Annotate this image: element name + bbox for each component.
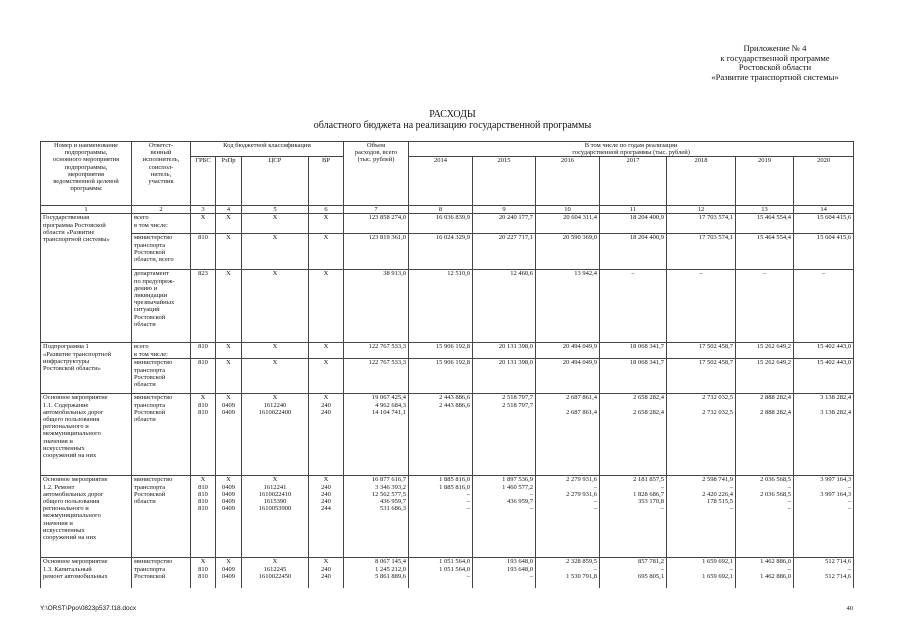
year-cell: 18 068 341,7 xyxy=(600,343,667,359)
table-row xyxy=(41,343,854,359)
vr-cell: X xyxy=(309,343,344,359)
csr-cell: X 1612240 1610022400 xyxy=(242,394,309,476)
total-cell: 123 819 361,0 xyxy=(344,234,409,270)
vr-cell: X xyxy=(309,234,344,270)
rzpr-cell: X 0409 0409 xyxy=(216,394,242,476)
csr-cell: X 1612241 1610022410 1615390 1610053900 xyxy=(242,476,309,558)
subprogram-name: Подпрограмма 1 «Развитие транспортной инфраструктуры Ростовской области» xyxy=(41,343,132,394)
year-cell: 2 598 741,9 – 2 420 226,4 178 515,5 – xyxy=(667,476,736,558)
year-cell: 20 131 398,0 xyxy=(473,343,536,359)
total-cell: 16 877 616,7 3 346 393,2 12 562 577,5 436 959,7 531 686,3 xyxy=(344,476,409,558)
column-number-row xyxy=(41,206,854,214)
executor-cell: министерство транспорта Ростовской области xyxy=(132,394,191,476)
year-cell: 20 590 369,0 xyxy=(536,234,600,270)
year-cell: 2 279 931,6 – 2 279 931,6 – – xyxy=(536,476,600,558)
year-cell: 15 262 649,2 xyxy=(736,359,794,394)
year-cell: 857 781,2 – 695 805,1 xyxy=(600,558,667,588)
header-name: Номер и наименование подпрограммы, основного мероприятия подпрограммы, мероприятия ведомственной целевой программы xyxy=(41,142,132,206)
header-years-group: В том числе по годам реализации государственной программы (тыс. рублей) xyxy=(409,142,854,157)
executor-cell: министерство транспорта Ростовской xyxy=(132,558,191,588)
column-number: 6 xyxy=(309,206,344,214)
grbs-cell: X 810 810 xyxy=(191,558,216,588)
column-number: 4 xyxy=(216,206,242,214)
year-cell: 2 888 282,4 2 888 282,4 xyxy=(736,394,794,476)
column-number: 7 xyxy=(344,206,409,214)
header-year: 2020 xyxy=(794,157,854,206)
year-cell: 15 464 554,4 xyxy=(736,214,794,234)
vr-cell: X 240 240 xyxy=(309,394,344,476)
year-cell: 17 502 458,7 xyxy=(667,359,736,394)
csr-cell: X xyxy=(242,234,309,270)
year-cell: – xyxy=(794,270,854,343)
year-cell: 1 897 536,9 1 460 577,2 – 436 959,7 – xyxy=(473,476,536,558)
year-cell: 2 518 797,7 2 518 797,7 xyxy=(473,394,536,476)
year-cell: 20 494 049,9 xyxy=(536,359,600,394)
year-cell: – xyxy=(600,270,667,343)
executor-cell: департамент по предупреж- дению и ликвидации чрезвычайных ситуаций Ростовской области xyxy=(132,270,191,343)
grbs-cell: 823 xyxy=(191,270,216,343)
column-number: 9 xyxy=(473,206,536,214)
year-cell: 15 402 443,0 xyxy=(794,359,854,394)
rzpr-cell: X xyxy=(216,234,242,270)
grbs-cell: X 810 810 810 810 xyxy=(191,476,216,558)
year-cell: 1 885 816,0 1 885 816,0 – – – xyxy=(409,476,473,558)
column-number: 3 xyxy=(191,206,216,214)
executor-cell: министерство транспорта Ростовской области xyxy=(132,359,191,394)
year-cell: 1 659 692,1 – 1 659 692,1 xyxy=(667,558,736,588)
document-subtitle: областного бюджета на реализацию государственной программы xyxy=(313,120,592,131)
year-cell: 3 997 164,3 – 3 997 164,3 – – xyxy=(794,476,854,558)
grbs-cell: 810 xyxy=(191,359,216,394)
grbs-cell: 810 xyxy=(191,343,216,359)
year-cell: 17 703 574,1 xyxy=(667,214,736,234)
year-cell: 20 604 311,4 xyxy=(536,214,600,234)
rzpr-cell: X xyxy=(216,343,242,359)
year-cell: 20 240 177,7 xyxy=(473,214,536,234)
header-year: 2018 xyxy=(667,157,736,206)
total-cell: 122 767 533,3 xyxy=(344,359,409,394)
year-cell: 3 138 282,4 3 138 282,4 xyxy=(794,394,854,476)
header-total: Объем расходов, всего (тыс. рублей) xyxy=(344,142,409,206)
header-vr: ВР xyxy=(309,157,344,206)
activity-name: Основное мероприятие 1.3. Капитальный ремонт автомобильных xyxy=(41,558,132,588)
year-cell: 1 462 886,0 – 1 462 886,0 xyxy=(736,558,794,588)
header-year: 2017 xyxy=(600,157,667,206)
table-row xyxy=(41,394,854,476)
file-path-footer: Y:\ORST\Ppo\0823p537.f18.docx xyxy=(40,605,137,612)
executor-cell: министерство транспорта Ростовской области xyxy=(132,476,191,558)
year-cell: 15 604 415,6 xyxy=(794,234,854,270)
rzpr-cell: X xyxy=(216,359,242,394)
year-cell: 2 036 568,5 – 2 036 568,5 – – xyxy=(736,476,794,558)
csr-cell: X xyxy=(242,343,309,359)
year-cell: – xyxy=(736,270,794,343)
header-year: 2019 xyxy=(736,157,794,206)
total-cell: 123 858 274,0 xyxy=(344,214,409,234)
column-number: 12 xyxy=(667,206,736,214)
column-number: 14 xyxy=(794,206,854,214)
csr-cell: X xyxy=(242,270,309,343)
year-cell: 20 494 049,9 xyxy=(536,343,600,359)
header-budget-codes: Код бюджетной классификации xyxy=(191,142,344,157)
header-csr: ЦСР xyxy=(242,157,309,206)
column-number: 10 xyxy=(536,206,600,214)
header-executor: Ответст- венный исполнитель, соиспол- нитель, участник xyxy=(132,142,191,206)
column-number: 1 xyxy=(41,206,132,214)
year-cell: 15 464 554,4 xyxy=(736,234,794,270)
total-cell: 19 067 425,4 4 962 684,3 14 104 741,1 xyxy=(344,394,409,476)
year-cell: 18 068 341,7 xyxy=(600,359,667,394)
year-cell: 12 460,6 xyxy=(473,270,536,343)
page-number: 40 xyxy=(846,605,853,612)
vr-cell: X 240 240 240 244 xyxy=(309,476,344,558)
year-cell: 512 714,6 – 512 714,6 xyxy=(794,558,854,588)
rzpr-cell: X xyxy=(216,270,242,343)
executor-cell: министерство транспорта Ростовской области, всего xyxy=(132,234,191,270)
appendix-line: Приложение № 4 xyxy=(743,43,807,53)
year-cell: 17 502 458,7 xyxy=(667,343,736,359)
year-cell: 18 204 400,9 xyxy=(600,234,667,270)
year-cell: 2 658 282,4 2 658 282,4 xyxy=(600,394,667,476)
executor-cell: всего в том числе: xyxy=(132,343,191,359)
appendix-note xyxy=(660,44,890,82)
column-number: 8 xyxy=(409,206,473,214)
year-cell: 2 443 886,6 2 443 886,6 xyxy=(409,394,473,476)
document-title: РАСХОДЫ xyxy=(429,109,476,120)
rzpr-cell: X xyxy=(216,214,242,234)
year-cell: 15 906 192,8 xyxy=(409,343,473,359)
executor-cell: всего в том числе: xyxy=(132,214,191,234)
column-number: 2 xyxy=(132,206,191,214)
appendix-line: к государственной программе xyxy=(720,52,830,63)
table-row xyxy=(41,558,854,588)
year-cell: 15 906 192,8 xyxy=(409,359,473,394)
year-cell: 12 510,0 xyxy=(409,270,473,343)
header-year: 2014 xyxy=(409,157,473,206)
year-cell: 20 131 398,0 xyxy=(473,359,536,394)
year-cell: 2 687 861,4 2 687 861,4 xyxy=(536,394,600,476)
program-name: Государственная программа Ростовской области «Развитие транспортной системы» xyxy=(41,214,132,343)
year-cell: 16 024 329,9 xyxy=(409,234,473,270)
year-cell: 17 703 574,1 xyxy=(667,234,736,270)
year-cell: 1 051 564,0 1 051 564,0 – xyxy=(409,558,473,588)
table-row xyxy=(41,214,854,234)
budget-table xyxy=(40,141,854,588)
header-grbs: ГРБС xyxy=(191,157,216,206)
year-cell: 16 036 839,9 xyxy=(409,214,473,234)
year-cell: – xyxy=(667,270,736,343)
year-cell: 193 648,0 193 648,0 – xyxy=(473,558,536,588)
table-row xyxy=(41,359,854,394)
year-cell: 18 204 400,9 xyxy=(600,214,667,234)
csr-cell: X xyxy=(242,359,309,394)
year-cell: 20 227 717,1 xyxy=(473,234,536,270)
csr-cell: X 1612245 1610022450 xyxy=(242,558,309,588)
appendix-line: «Развитие транспортной системы» xyxy=(711,71,839,82)
total-cell: 38 913,0 xyxy=(344,270,409,343)
table-row xyxy=(41,234,854,270)
vr-cell: X xyxy=(309,359,344,394)
year-cell: 2 328 859,5 – 1 530 791,8 xyxy=(536,558,600,588)
column-number: 11 xyxy=(600,206,667,214)
activity-name: Основное мероприятие 1.2. Ремонт автомобильных дорог общего пользования регионального и межмуниципального значения и искусственных сооружений на них xyxy=(41,476,132,558)
year-cell: 2 732 032,5 2 732 032,5 xyxy=(667,394,736,476)
csr-cell: X xyxy=(242,214,309,234)
table-row xyxy=(41,270,854,343)
year-cell: 2 181 857,5 – 1 828 686,7 353 170,8 – xyxy=(600,476,667,558)
year-cell: 15 262 649,2 xyxy=(736,343,794,359)
grbs-cell: X 810 810 xyxy=(191,394,216,476)
year-cell: 15 402 443,0 xyxy=(794,343,854,359)
activity-name: Основное мероприятие 1.1. Содержание автомобильных дорог общего пользования регионального и межмуниципального значения и искусственных сооружений на них xyxy=(41,394,132,476)
vr-cell: X xyxy=(309,270,344,343)
year-cell: 13 942,4 xyxy=(536,270,600,343)
appendix-line: Ростовской области xyxy=(738,62,812,73)
grbs-cell: X xyxy=(191,214,216,234)
column-number: 5 xyxy=(242,206,309,214)
grbs-cell: 810 xyxy=(191,234,216,270)
vr-cell: X xyxy=(309,214,344,234)
rzpr-cell: X 0409 0409 0409 0409 xyxy=(216,476,242,558)
total-cell: 8 067 145,4 1 245 212,0 5 861 889,6 xyxy=(344,558,409,588)
header-rzpr: РзПр xyxy=(216,157,242,206)
header-year: 2015 xyxy=(473,157,536,206)
header-year: 2016 xyxy=(536,157,600,206)
rzpr-cell: X 0409 0409 xyxy=(216,558,242,588)
table-header-row xyxy=(41,142,854,157)
column-number: 13 xyxy=(736,206,794,214)
vr-cell: X 240 240 xyxy=(309,558,344,588)
year-cell: 15 604 415,6 xyxy=(794,214,854,234)
total-cell: 122 767 533,3 xyxy=(344,343,409,359)
table-row xyxy=(41,476,854,558)
